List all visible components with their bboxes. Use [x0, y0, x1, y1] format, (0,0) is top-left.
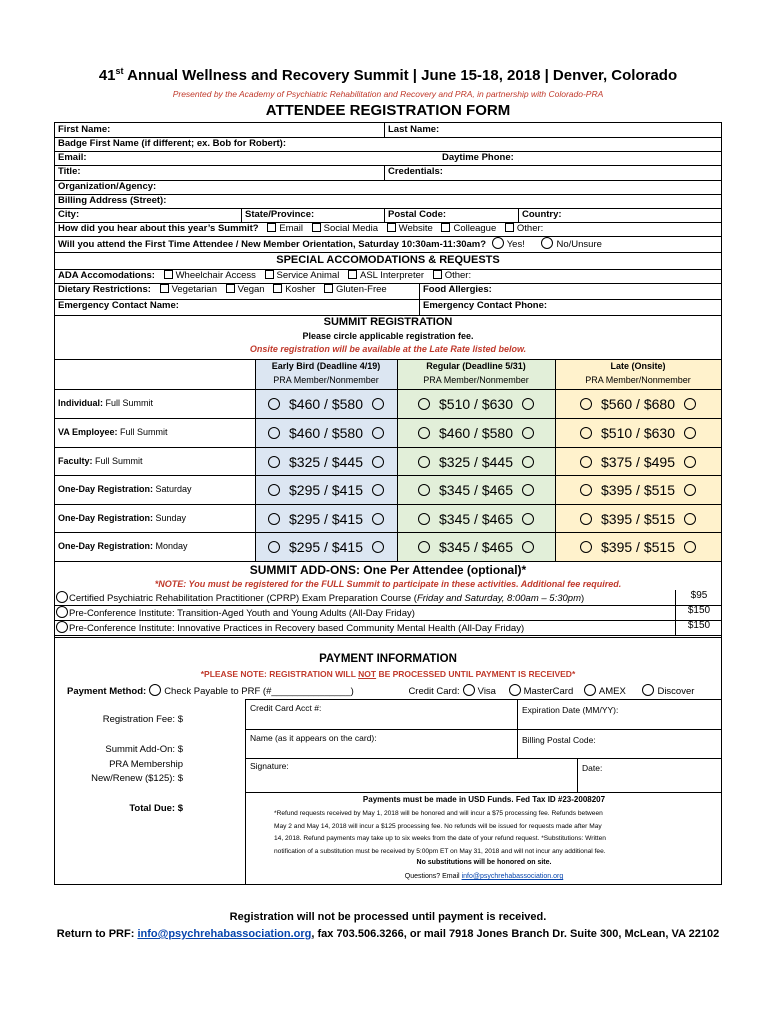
ada-row	[55, 269, 721, 283]
addon-item[interactable]	[55, 606, 721, 621]
fee-radio[interactable]	[372, 456, 384, 468]
fee-price: $460 / $580	[439, 425, 513, 441]
fee-price: $375 / $495	[601, 454, 675, 470]
country-field[interactable]: Country:	[518, 208, 721, 222]
signature-field[interactable]: Signature:	[250, 761, 289, 771]
regular-header: Regular (Deadline 5/31)	[426, 361, 526, 371]
fee-row-label: One-Day Registration: Sunday	[58, 513, 187, 523]
fee-radio[interactable]	[684, 541, 696, 553]
fee-option[interactable]	[397, 390, 555, 418]
fee-row-label: One-Day Registration: Monday	[58, 541, 188, 551]
fee-option[interactable]	[555, 419, 721, 447]
total-due-line[interactable]: Total Due: $	[129, 803, 183, 814]
option-label: AMEX	[598, 686, 626, 697]
date-field[interactable]: Date:	[582, 763, 603, 773]
fee-radio[interactable]	[268, 484, 280, 496]
fee-radio[interactable]	[522, 541, 534, 553]
addon-item[interactable]: Certified Psychiatric Rehabilitation Practitioner (CPRP) Exam Preparation Course (Friday and Saturday, 8:00am – 5:30pm) $95	[55, 591, 721, 606]
fee-price: $395 / $515	[601, 482, 675, 498]
gluten-free-checkbox[interactable]	[324, 284, 333, 293]
fee-option[interactable]	[255, 419, 397, 447]
registration-form	[54, 122, 722, 885]
fee-option[interactable]	[397, 476, 555, 504]
fee-price: $325 / $445	[439, 454, 513, 470]
fee-radio[interactable]	[580, 427, 592, 439]
option-label: MasterCard	[523, 686, 574, 697]
fee-radio[interactable]	[418, 484, 430, 496]
option-label: Gluten-Free	[335, 284, 387, 295]
asl-checkbox[interactable]	[348, 270, 357, 279]
fee-option[interactable]	[255, 505, 397, 533]
wheelchair-checkbox[interactable]	[164, 270, 173, 279]
fee-option[interactable]	[397, 533, 555, 561]
fee-radio[interactable]	[684, 456, 696, 468]
early-bird-header: Early Bird (Deadline 4/19)	[271, 361, 381, 371]
fee-price: $560 / $680	[601, 396, 675, 412]
fee-option[interactable]	[255, 448, 397, 476]
footer-note: Registration will not be processed until payment is received.	[229, 911, 547, 923]
option-label: ASL Interpreter	[359, 270, 425, 281]
postal-field[interactable]: Postal Code:	[384, 208, 518, 222]
orientation-label: Will you attend the First Time Attendee / New Member Orientation, Saturday 10:30am-11:30am?	[58, 239, 487, 250]
amex-radio[interactable]	[584, 684, 596, 696]
fee-price: $510 / $630	[601, 425, 675, 441]
service-animal-checkbox[interactable]	[265, 270, 274, 279]
check-radio[interactable]	[149, 684, 161, 696]
option-label: Wheelchair Access	[175, 270, 256, 281]
addon-price: $95	[675, 590, 722, 605]
fee-price: $345 / $465	[439, 539, 513, 555]
email-checkbox[interactable]	[267, 223, 276, 232]
credit-card-label: Credit Card:	[408, 686, 460, 697]
questions-email-link[interactable]: info@psychrehabassociation.org	[461, 873, 564, 880]
questions-line: Questions? Email info@psychrehabassociation.org	[404, 873, 564, 880]
emergency-name-field[interactable]: Emergency Contact Name:	[58, 300, 179, 311]
summit-title: 41st Annual Wellness and Recovery Summit | June 15-18, 2018 | Denver, Colorado	[98, 66, 678, 84]
fee-option[interactable]	[555, 533, 721, 561]
other-checkbox[interactable]	[505, 223, 514, 232]
fee-radio[interactable]	[372, 513, 384, 525]
addon-price: $150	[675, 605, 722, 620]
expiration-field[interactable]: Expiration Date (MM/YY):	[522, 705, 619, 715]
usd-note: Payments must be made in USD Funds. Fed Tax ID #23-2008207	[362, 795, 606, 804]
fee-row-label: Individual: Full Summit	[58, 398, 154, 408]
fee-radio[interactable]	[522, 427, 534, 439]
addon-label: Pre-Conference Institute: Transition-Aged Youth and Young Adults (All-Day Friday)	[69, 608, 415, 619]
onsite-note: Onsite registration will be available at the Late Rate listed below.	[249, 344, 527, 354]
fee-row-label: VA Employee: Full Summit	[58, 427, 168, 437]
fee-option[interactable]	[397, 448, 555, 476]
orientation-yes-radio[interactable]	[492, 237, 504, 249]
option-label: Email	[279, 223, 303, 234]
fee-radio[interactable]	[372, 541, 384, 553]
payment-note: *PLEASE NOTE: REGISTRATION WILL NOT BE PROCESSED UNTIL PAYMENT IS RECEIVED*	[200, 669, 576, 679]
fee-price: $345 / $465	[439, 482, 513, 498]
fee-radio[interactable]	[684, 427, 696, 439]
fee-radio[interactable]	[268, 541, 280, 553]
fee-option[interactable]	[555, 448, 721, 476]
option-label: Social Media	[323, 223, 379, 234]
fee-option[interactable]	[555, 476, 721, 504]
name-on-card-field[interactable]: Name (as it appears on the card):	[250, 733, 377, 743]
late-header: Late (Onsite)	[610, 361, 666, 371]
payment-method-label: Payment Method:	[67, 686, 147, 697]
fee-radio[interactable]	[580, 484, 592, 496]
mastercard-radio[interactable]	[509, 684, 521, 696]
fee-radio[interactable]	[418, 456, 430, 468]
fee-option[interactable]	[255, 533, 397, 561]
addon-label: Certified Psychiatric Rehabilitation Practitioner (CPRP) Exam Preparation Course (	[69, 593, 417, 604]
orientation-row	[55, 236, 721, 252]
option-label: Yes!	[506, 239, 525, 250]
fee-radio[interactable]	[268, 456, 280, 468]
city-field[interactable]: City:	[58, 209, 80, 220]
payment-terms	[245, 792, 721, 885]
dietary-row	[55, 283, 419, 299]
website-checkbox[interactable]	[387, 223, 396, 232]
discover-radio[interactable]	[642, 684, 654, 696]
fee-radio[interactable]	[418, 513, 430, 525]
special-requests-heading: SPECIAL ACCOMODATIONS & REQUESTS	[55, 252, 721, 270]
fee-price: $510 / $630	[439, 396, 513, 412]
badge-name-field[interactable]: Badge First Name (if different; ex. Bob for Robert):	[58, 138, 287, 149]
fee-price: $460 / $580	[289, 425, 363, 441]
dietary-label: Dietary Restrictions:	[58, 284, 151, 295]
fee-radio[interactable]	[580, 456, 592, 468]
option-label: Service Animal	[276, 270, 340, 281]
addon-radio[interactable]	[56, 621, 68, 633]
addon-label: Pre-Conference Institute: Innovative Practices in Recovery based Community Mental Health (All-Day Friday)	[69, 623, 525, 634]
daytime-phone-field[interactable]: Daytime Phone:	[442, 152, 514, 163]
payment-method-row	[55, 684, 721, 697]
fee-radio[interactable]	[418, 541, 430, 553]
payment-heading: PAYMENT INFORMATION	[319, 653, 457, 665]
fee-radio[interactable]	[268, 513, 280, 525]
form-title: ATTENDEE REGISTRATION FORM	[265, 102, 511, 119]
summit-subtitle: Presented by the Academy of Psychiatric Rehabilitation and Recovery and PRA, in partnership with Colorado-PRA	[172, 89, 604, 99]
vegetarian-checkbox[interactable]	[160, 284, 169, 293]
fee-radio[interactable]	[372, 398, 384, 410]
fee-price: $395 / $515	[601, 511, 675, 527]
email-field[interactable]: Email:	[58, 152, 87, 163]
early-bird-subheader: PRA Member/Nonmember	[273, 375, 379, 385]
option-label: Website	[398, 223, 433, 234]
regular-subheader: PRA Member/Nonmember	[423, 375, 529, 385]
option-label: Kosher	[285, 284, 316, 295]
fee-radio[interactable]	[418, 398, 430, 410]
option-label: Other:	[516, 223, 544, 234]
fee-radio[interactable]	[684, 398, 696, 410]
fee-row-label: One-Day Registration: Saturday	[58, 484, 192, 494]
fee-price: $295 / $415	[289, 539, 363, 555]
fee-radio[interactable]	[522, 456, 534, 468]
membership-fee-line[interactable]: New/Renew ($125): $	[91, 773, 183, 784]
fee-row-label: Faculty: Full Summit	[58, 456, 143, 466]
addons-heading: SUMMIT ADD-ONS: One Per Attendee (optional)*	[249, 563, 527, 577]
fee-radio[interactable]	[580, 541, 592, 553]
fee-radio[interactable]	[418, 427, 430, 439]
emergency-phone-field[interactable]: Emergency Contact Phone:	[419, 299, 721, 315]
addons-note: *NOTE: You must be registered for the FULL Summit to participate in these activities. Additional fee required.	[154, 579, 622, 589]
billing-address-field[interactable]: Billing Address (Street):	[58, 195, 167, 206]
fee-radio[interactable]	[372, 427, 384, 439]
fee-radio[interactable]	[684, 484, 696, 496]
check-label: Check Payable to PRF (#_______________)	[164, 686, 354, 697]
title-field[interactable]: Title:	[58, 166, 81, 177]
billing-postal-field[interactable]: Billing Postal Code:	[522, 735, 596, 745]
fee-radio[interactable]	[580, 513, 592, 525]
vegan-checkbox[interactable]	[226, 284, 235, 293]
fee-radio[interactable]	[522, 484, 534, 496]
fee-price: $460 / $580	[289, 396, 363, 412]
return-line: Return to PRF: info@psychrehabassociation.org, fax 703.506.3266, or mail 7918 Jones Branch Dr. Suite 300, McLean, VA 22102	[56, 928, 720, 940]
ada-other-checkbox[interactable]	[433, 270, 442, 279]
last-name-field[interactable]: Last Name:	[384, 123, 721, 137]
option-label: No/Unsure	[556, 239, 602, 250]
addon-fee-line[interactable]: Summit Add-On: $	[105, 744, 183, 755]
first-name-field[interactable]: First Name:	[58, 124, 111, 135]
fee-price: $345 / $465	[439, 511, 513, 527]
visa-radio[interactable]	[463, 684, 475, 696]
no-substitutions-note: No substitutions will be honored on site.	[416, 859, 552, 866]
option-label: Vegetarian	[171, 284, 217, 295]
fee-option[interactable]	[397, 419, 555, 447]
card-details-grid	[245, 699, 721, 792]
option-label: Other:	[444, 270, 472, 281]
option-label: Colleague	[453, 223, 497, 234]
addon-item[interactable]	[55, 621, 721, 636]
social-media-checkbox[interactable]	[312, 223, 321, 232]
addon-radio[interactable]	[56, 591, 68, 603]
addon-radio[interactable]	[56, 606, 68, 618]
refund-policy: *Refund requests received by May 1, 2018 will be honored and will incur a $75 processing fee. Refunds between May 2 and May 14, 2018 will incur a $125 processing fee. No refunds will be issued for requests made after May 14, 2018. Refund payments may take up to six weeks from the date of your refund request. *Substitutions: Written notification of a substitution must be received by 5:00pm ET on May 31, 2018 and will not incur any additional fee.	[274, 810, 606, 855]
fee-price: $325 / $445	[289, 454, 363, 470]
fee-radio[interactable]	[372, 484, 384, 496]
fee-option[interactable]	[397, 505, 555, 533]
option-label: Vegan	[237, 284, 265, 295]
orientation-no-radio[interactable]	[541, 237, 553, 249]
fee-option[interactable]	[555, 390, 721, 418]
fee-radio[interactable]	[580, 398, 592, 410]
fee-radio[interactable]	[268, 398, 280, 410]
late-subheader: PRA Member/Nonmember	[585, 375, 691, 385]
fee-radio[interactable]	[684, 513, 696, 525]
fee-radio[interactable]	[522, 398, 534, 410]
fee-price: $395 / $515	[601, 539, 675, 555]
card-account-field[interactable]: Credit Card Acct #:	[250, 703, 322, 713]
summit-registration-heading: SUMMIT REGISTRATION	[323, 316, 453, 328]
addon-price: $150	[675, 620, 722, 635]
state-field[interactable]: State/Province:	[241, 208, 384, 222]
fee-option[interactable]	[255, 390, 397, 418]
fee-option[interactable]	[555, 505, 721, 533]
fee-price: $295 / $415	[289, 511, 363, 527]
option-label: Visa	[477, 686, 496, 697]
ada-label: ADA Accomodations:	[58, 270, 155, 281]
fee-table	[55, 359, 721, 561]
organization-field[interactable]: Organization/Agency:	[58, 181, 157, 192]
return-email-link[interactable]: info@psychrehabassociation.org	[137, 928, 312, 940]
credentials-field[interactable]: Credentials:	[384, 165, 721, 180]
circle-fee-note: Please circle applicable registration fee.	[302, 331, 474, 341]
fee-radio[interactable]	[268, 427, 280, 439]
food-allergies-field[interactable]: Food Allergies:	[419, 283, 721, 299]
hear-about-label: How did you hear about this year’s Summit?	[58, 223, 259, 234]
hear-about-row	[55, 222, 721, 236]
colleague-checkbox[interactable]	[441, 223, 450, 232]
fee-option[interactable]	[255, 476, 397, 504]
option-label: Discover	[657, 686, 695, 697]
fee-radio[interactable]	[522, 513, 534, 525]
kosher-checkbox[interactable]	[273, 284, 282, 293]
membership-label: PRA Membership	[109, 759, 183, 770]
registration-fee-line[interactable]: Registration Fee: $	[102, 714, 183, 725]
fee-price: $295 / $415	[289, 482, 363, 498]
